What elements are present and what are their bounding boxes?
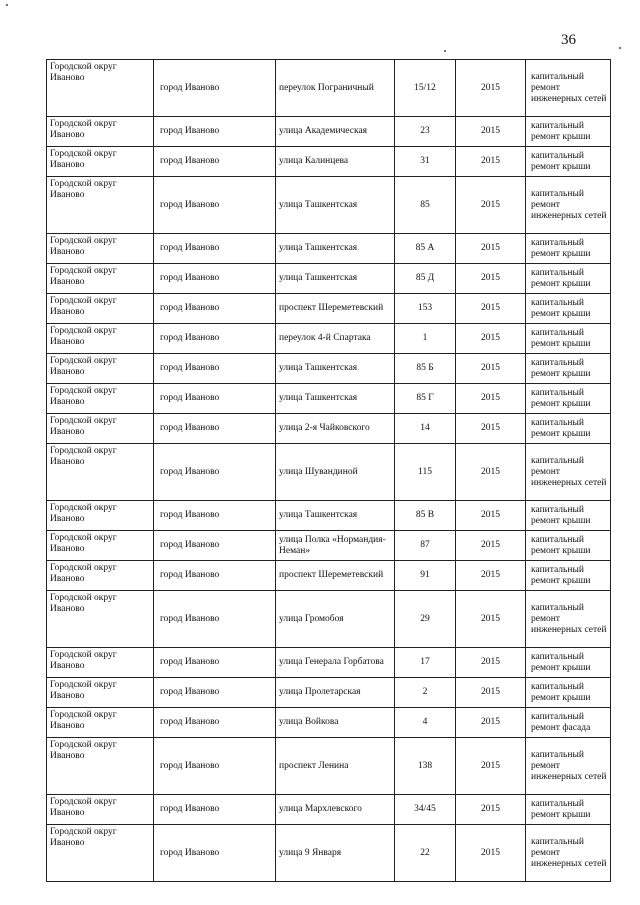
house-cell: 22 <box>395 825 456 882</box>
city-cell: город Иваново <box>154 177 276 234</box>
city-cell: город Иваново <box>154 561 276 591</box>
city-cell: город Иваново <box>154 501 276 531</box>
work-type-cell: капитальный ремонт крыши <box>526 648 611 678</box>
city-cell: город Иваново <box>154 234 276 264</box>
work-type-cell: капитальный ремонт крыши <box>526 561 611 591</box>
district-cell: Городской округ Иваново <box>47 384 154 414</box>
year-cell: 2015 <box>456 147 526 177</box>
house-cell: 85 Б <box>395 354 456 384</box>
house-cell: 15/12 <box>395 60 456 117</box>
district-cell: Городской округ Иваново <box>47 234 154 264</box>
year-cell: 2015 <box>456 294 526 324</box>
table-row <box>47 234 611 264</box>
table-row <box>47 825 611 882</box>
street-cell: улица Академическая <box>276 117 395 147</box>
house-cell: 85 Д <box>395 264 456 294</box>
district-cell: Городской округ Иваново <box>47 324 154 354</box>
street-cell: проспект Шереметевский <box>276 561 395 591</box>
city-cell: город Иваново <box>154 414 276 444</box>
city-cell: город Иваново <box>154 708 276 738</box>
year-cell: 2015 <box>456 117 526 147</box>
street-cell: улица Мархлевского <box>276 795 395 825</box>
work-type-cell: капитальный ремонт крыши <box>526 384 611 414</box>
year-cell: 2015 <box>456 177 526 234</box>
district-cell: Городской округ Иваново <box>47 591 154 648</box>
table-row <box>47 117 611 147</box>
work-type-cell: капитальный ремонт крыши <box>526 795 611 825</box>
city-cell: город Иваново <box>154 117 276 147</box>
year-cell: 2015 <box>456 354 526 384</box>
city-cell: город Иваново <box>154 531 276 561</box>
table-row <box>47 501 611 531</box>
house-cell: 85 <box>395 177 456 234</box>
table-row <box>47 414 611 444</box>
work-type-cell: капитальный ремонт крыши <box>526 501 611 531</box>
house-cell: 153 <box>395 294 456 324</box>
year-cell: 2015 <box>456 501 526 531</box>
table-row <box>47 648 611 678</box>
work-type-cell: капитальный ремонт крыши <box>526 264 611 294</box>
year-cell: 2015 <box>456 561 526 591</box>
house-cell: 23 <box>395 117 456 147</box>
year-cell: 2015 <box>456 648 526 678</box>
district-cell: Городской округ Иваново <box>47 531 154 561</box>
house-cell: 31 <box>395 147 456 177</box>
street-cell: улица Ташкентская <box>276 264 395 294</box>
year-cell: 2015 <box>456 678 526 708</box>
year-cell: 2015 <box>456 738 526 795</box>
district-cell: Городской округ Иваново <box>47 708 154 738</box>
table-row <box>47 561 611 591</box>
work-type-cell: капитальный ремонт инженерных сетей <box>526 738 611 795</box>
work-type-cell: капитальный ремонт крыши <box>526 117 611 147</box>
street-cell: улица Ташкентская <box>276 354 395 384</box>
work-type-cell: капитальный ремонт крыши <box>526 324 611 354</box>
house-cell: 1 <box>395 324 456 354</box>
city-cell: город Иваново <box>154 738 276 795</box>
year-cell: 2015 <box>456 591 526 648</box>
house-cell: 138 <box>395 738 456 795</box>
table-row <box>47 60 611 117</box>
street-cell: улица Генерала Горбатова <box>276 648 395 678</box>
street-cell: улица 9 Января <box>276 825 395 882</box>
table-row <box>47 444 611 501</box>
year-cell: 2015 <box>456 324 526 354</box>
house-cell: 2 <box>395 678 456 708</box>
city-cell: город Иваново <box>154 384 276 414</box>
street-cell: улица Ташкентская <box>276 177 395 234</box>
scan-speck <box>444 50 446 52</box>
street-cell: улица Войкова <box>276 708 395 738</box>
district-cell: Городской округ Иваново <box>47 501 154 531</box>
district-cell: Городской округ Иваново <box>47 678 154 708</box>
district-cell: Городской округ Иваново <box>47 414 154 444</box>
table-row <box>47 591 611 648</box>
work-type-cell: капитальный ремонт крыши <box>526 354 611 384</box>
street-cell: улица Ташкентская <box>276 384 395 414</box>
district-cell: Городской округ Иваново <box>47 264 154 294</box>
table-row <box>47 708 611 738</box>
city-cell: город Иваново <box>154 147 276 177</box>
street-cell: улица Ташкентская <box>276 501 395 531</box>
district-cell: Городской округ Иваново <box>47 117 154 147</box>
scan-speck <box>619 47 621 49</box>
year-cell: 2015 <box>456 795 526 825</box>
table-row <box>47 354 611 384</box>
work-type-cell: капитальный ремонт инженерных сетей <box>526 177 611 234</box>
house-cell: 87 <box>395 531 456 561</box>
table-row <box>47 324 611 354</box>
year-cell: 2015 <box>456 414 526 444</box>
work-type-cell: капитальный ремонт инженерных сетей <box>526 444 611 501</box>
street-cell: проспект Ленина <box>276 738 395 795</box>
street-cell: улица Громобоя <box>276 591 395 648</box>
work-type-cell: капитальный ремонт инженерных сетей <box>526 60 611 117</box>
street-cell: улица Пролетарская <box>276 678 395 708</box>
district-cell: Городской округ Иваново <box>47 60 154 117</box>
table-row <box>47 678 611 708</box>
work-type-cell: капитальный ремонт крыши <box>526 531 611 561</box>
house-cell: 85 В <box>395 501 456 531</box>
city-cell: город Иваново <box>154 324 276 354</box>
district-cell: Городской округ Иваново <box>47 294 154 324</box>
work-type-cell: капитальный ремонт крыши <box>526 147 611 177</box>
year-cell: 2015 <box>456 531 526 561</box>
work-type-cell: капитальный ремонт инженерных сетей <box>526 591 611 648</box>
district-cell: Городской округ Иваново <box>47 147 154 177</box>
district-cell: Городской округ Иваново <box>47 795 154 825</box>
table-row <box>47 147 611 177</box>
table-row <box>47 738 611 795</box>
district-cell: Городской округ Иваново <box>47 177 154 234</box>
city-cell: город Иваново <box>154 264 276 294</box>
table-row <box>47 795 611 825</box>
house-cell: 14 <box>395 414 456 444</box>
city-cell: город Иваново <box>154 795 276 825</box>
table-row <box>47 177 611 234</box>
street-cell: переулок Пограничный <box>276 60 395 117</box>
house-cell: 91 <box>395 561 456 591</box>
year-cell: 2015 <box>456 444 526 501</box>
district-cell: Городской округ Иваново <box>47 648 154 678</box>
house-cell: 29 <box>395 591 456 648</box>
city-cell: город Иваново <box>154 444 276 501</box>
table-row <box>47 384 611 414</box>
house-cell: 17 <box>395 648 456 678</box>
street-cell: улица 2-я Чайковского <box>276 414 395 444</box>
work-type-cell: капитальный ремонт инженерных сетей <box>526 825 611 882</box>
work-type-cell: капитальный ремонт крыши <box>526 294 611 324</box>
street-cell: переулок 4-й Спартака <box>276 324 395 354</box>
city-cell: город Иваново <box>154 591 276 648</box>
city-cell: город Иваново <box>154 354 276 384</box>
district-cell: Городской округ Иваново <box>47 561 154 591</box>
year-cell: 2015 <box>456 384 526 414</box>
page-number: 36 <box>561 32 576 48</box>
city-cell: город Иваново <box>154 294 276 324</box>
city-cell: город Иваново <box>154 678 276 708</box>
year-cell: 2015 <box>456 708 526 738</box>
street-cell: улица Шувандиной <box>276 444 395 501</box>
work-type-cell: капитальный ремонт фасада <box>526 708 611 738</box>
street-cell: улица Ташкентская <box>276 234 395 264</box>
capital-repair-table <box>46 59 611 882</box>
year-cell: 2015 <box>456 264 526 294</box>
street-cell: проспект Шереметевский <box>276 294 395 324</box>
house-cell: 85 Г <box>395 384 456 414</box>
district-cell: Городской округ Иваново <box>47 738 154 795</box>
work-type-cell: капитальный ремонт крыши <box>526 414 611 444</box>
scan-speck <box>6 4 8 6</box>
house-cell: 4 <box>395 708 456 738</box>
street-cell: улица Калинцева <box>276 147 395 177</box>
district-cell: Городской округ Иваново <box>47 444 154 501</box>
table-row <box>47 264 611 294</box>
year-cell: 2015 <box>456 60 526 117</box>
city-cell: город Иваново <box>154 60 276 117</box>
house-cell: 85 А <box>395 234 456 264</box>
table-row <box>47 531 611 561</box>
work-type-cell: капитальный ремонт крыши <box>526 234 611 264</box>
house-cell: 115 <box>395 444 456 501</box>
year-cell: 2015 <box>456 234 526 264</box>
city-cell: город Иваново <box>154 648 276 678</box>
district-cell: Городской округ Иваново <box>47 354 154 384</box>
year-cell: 2015 <box>456 825 526 882</box>
city-cell: город Иваново <box>154 825 276 882</box>
house-cell: 34/45 <box>395 795 456 825</box>
work-type-cell: капитальный ремонт крыши <box>526 678 611 708</box>
district-cell: Городской округ Иваново <box>47 825 154 882</box>
table-row <box>47 294 611 324</box>
street-cell: улица Полка «Нормандия-Неман» <box>276 531 395 561</box>
